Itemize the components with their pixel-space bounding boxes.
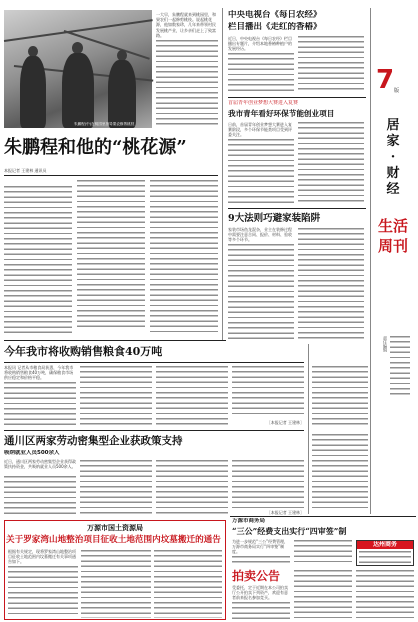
labor-story-col-3 bbox=[156, 460, 228, 516]
notice-col-1 bbox=[8, 566, 78, 618]
grain-story-intro: 本报讯 记者从市粮食局获悉，今年我市将收购销售粮食40万吨，确保粮食市场供应稳定和价格平稳。 bbox=[4, 365, 74, 381]
youth-story-col-1 bbox=[228, 139, 294, 205]
photo-story-intro: 一大早，朱鹏程就来到桃园里，和果农们一起修剪桃枝。说起桃花源，他如数家珍，几年来带领村民发展桃产业，让乡亲们走上了致富路。 bbox=[156, 12, 216, 38]
labor-story-col-4 bbox=[232, 460, 304, 508]
ad-box-title: 达州商务 bbox=[357, 541, 413, 549]
auction-intro: 受委托，定于近期在本公司拍卖厅公开拍卖下列资产，欢迎有意者前来报名参加竞买。 bbox=[232, 585, 288, 601]
grain-story-col-4 bbox=[232, 366, 304, 418]
page-number: 7 bbox=[376, 66, 395, 95]
commerce-story-intro: 为进一步规范“三公”经费管理，万源市商务局实行“四审签”制度。 bbox=[232, 539, 289, 555]
photo-story-text-lines bbox=[156, 40, 218, 128]
labor-headline: 通川区两家劳动密集型企业获政策支持 bbox=[4, 435, 183, 447]
page-unit: 版 bbox=[394, 88, 400, 94]
tv-story-col-2 bbox=[298, 36, 364, 93]
main-story-col-1 bbox=[4, 186, 72, 336]
labor-subhead: 吸纳就业人员500余人 bbox=[4, 450, 60, 456]
fraud-story-intro: 家装市场鱼龙混杂，业主在装修过程中需要注意合同、报价、材料、验收等多个环节。 bbox=[228, 227, 292, 243]
grain-story-col-3 bbox=[156, 366, 228, 426]
ad-box bbox=[356, 540, 414, 566]
youth-kicker: 首届青年创业梦想大赛进入复赛 bbox=[228, 100, 299, 106]
notice-col-2 bbox=[81, 550, 151, 618]
supplement-title: 生活周刊 bbox=[378, 217, 408, 255]
tv-story-col-1 bbox=[228, 53, 294, 93]
commerce-kicker: 万源市商务局 bbox=[232, 518, 266, 524]
photo-caption: 朱鹏程(中)在桃园里指导果农修剪桃枝 bbox=[74, 122, 135, 126]
labor-story-col-2 bbox=[80, 460, 152, 516]
auction-col-3 bbox=[356, 570, 414, 620]
auction-title: 拍卖公告 bbox=[232, 569, 281, 583]
grain-story-col-2 bbox=[80, 366, 152, 426]
commerce-col-1 bbox=[232, 556, 290, 564]
fraud-headline: 9大法则巧避家装陷阱 bbox=[228, 213, 321, 224]
youth-headline: 我市青年看好环保节能创业项目 bbox=[228, 109, 335, 118]
story-photo bbox=[4, 10, 152, 128]
main-story-col-3 bbox=[150, 180, 218, 336]
notice-body-intro: 根据有关规定，现将罗家湾山地整治项目征收土地范围内坟墓搬迁有关事项通告如下。 bbox=[8, 549, 76, 565]
notice-title: 关于罗家湾山地整治项目征收土地范围内坟墓搬迁的通告 bbox=[6, 535, 221, 545]
youth-story-intro: 日前，首届青年创业梦想大赛进入复赛阶段，多个环保节能类项目受到评委关注。 bbox=[228, 122, 292, 138]
auction-col-2 bbox=[294, 570, 352, 620]
notice-issuer: 万源市国土资源局 bbox=[87, 523, 143, 532]
fraud-story-col-1 bbox=[228, 244, 294, 340]
tv-story-intro: 近日，中央电视台《每日农经》栏目播出专题片，介绍本地香椿种植户的发展经历。 bbox=[228, 36, 292, 52]
page-number-block bbox=[376, 66, 412, 96]
labor-story-col-1 bbox=[4, 476, 76, 516]
tv-kicker: 中央电视台《每日农经》 bbox=[228, 10, 322, 20]
masthead bbox=[372, 6, 416, 514]
main-headline-text: 朱鹏程和他的 bbox=[4, 137, 112, 158]
grain-headline: 今年我市将收购销售粮食40万吨 bbox=[4, 345, 163, 358]
labor-byline: ［本报记者 王建林］ bbox=[266, 510, 304, 515]
auction-col-1 bbox=[232, 602, 290, 620]
tv-headline: 栏目播出《走红的香椿》 bbox=[228, 22, 322, 32]
notice-col-3 bbox=[154, 550, 222, 618]
fraud-story-col-4 bbox=[312, 434, 368, 510]
labor-story-intro: 近日，通川区两家劳动密集型企业获得政策扶持资金，共吸纳就业人员500余人。 bbox=[4, 459, 76, 470]
editor-info-lines bbox=[390, 336, 410, 396]
editor-info: 责任编辑 bbox=[383, 336, 388, 352]
commerce-headline: “三公”经费支出实行“四审签”制 bbox=[232, 526, 347, 536]
grain-story-col-1 bbox=[4, 382, 76, 426]
fraud-story-col-3 bbox=[312, 366, 368, 426]
main-byline: 本报记者 王建林 通讯员 bbox=[4, 168, 47, 173]
main-headline-quote: “桃花源” bbox=[112, 137, 187, 158]
youth-story-col-2 bbox=[298, 122, 364, 205]
main-headline bbox=[4, 134, 218, 164]
fraud-story-col-2 bbox=[298, 228, 364, 340]
commerce-col-2 bbox=[294, 540, 352, 564]
section-title: 居家 · 财经 bbox=[386, 118, 400, 197]
main-story-col-2 bbox=[77, 180, 145, 330]
grain-byline: ［本报记者 王建林］ bbox=[266, 420, 304, 425]
